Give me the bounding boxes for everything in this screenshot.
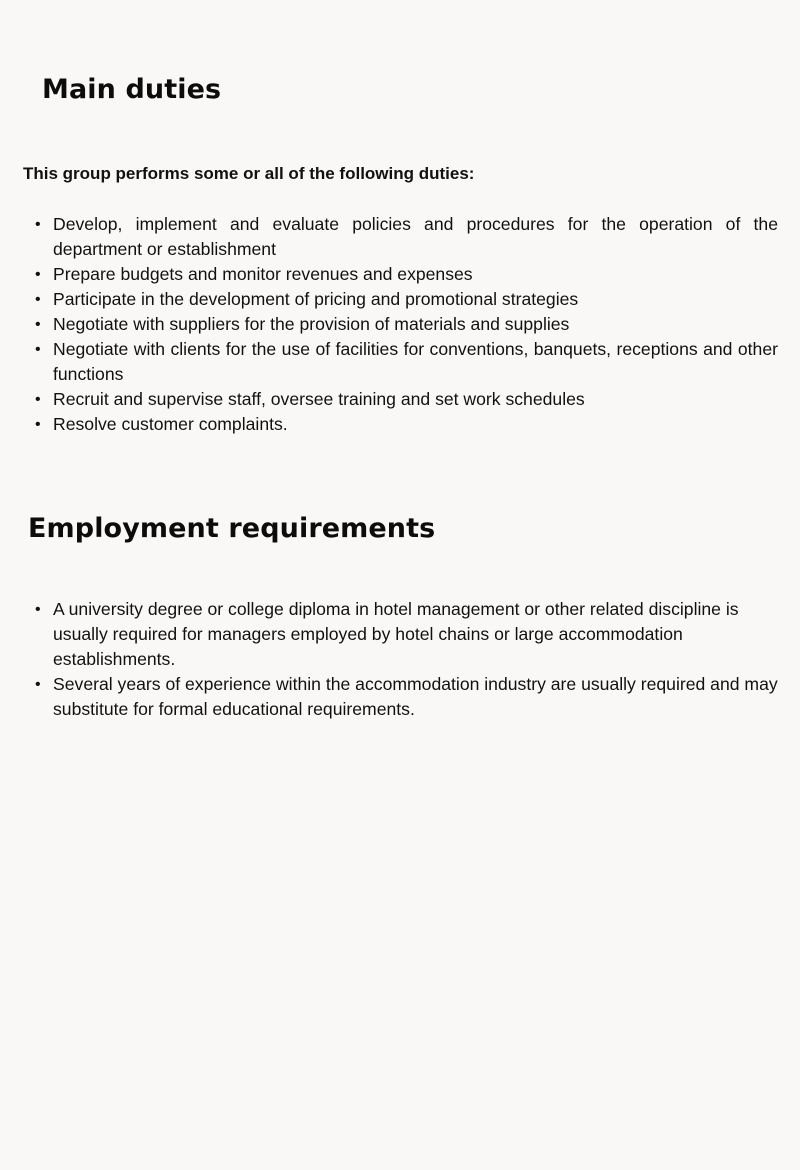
list-item-text: Several years of experience within the accommodation industry are usually required and may substitute for formal educational requirements.: [53, 674, 778, 719]
bullet-icon: •: [35, 291, 41, 308]
list-item: [35, 262, 778, 287]
list-item-text: A university degree or college diploma in hotel management or other related discipline is usually required for managers employed by hotel chains or large accommodation establishments.: [53, 599, 739, 669]
list-item: [35, 287, 778, 312]
bullet-icon: •: [35, 266, 41, 283]
list-item-text: Negotiate with clients for the use of facilities for conventions, banquets, receptions and other functions: [53, 339, 778, 384]
bullet-icon: •: [35, 601, 41, 618]
employment-requirements-heading: Employment requirements: [28, 513, 436, 544]
list-item-text: Develop, implement and evaluate policies and procedures for the operation of the department or establishment: [53, 214, 778, 259]
list-item-text: Participate in the development of pricing and promotional strategies: [53, 289, 579, 309]
list-item-text: Negotiate with suppliers for the provision of materials and supplies: [53, 314, 570, 334]
bullet-icon: •: [35, 391, 41, 408]
list-item: [35, 212, 778, 262]
list-item: [35, 312, 778, 337]
bullet-icon: •: [35, 416, 41, 433]
duties-intro-text: This group performs some or all of the following duties:: [23, 164, 475, 183]
main-duties-heading: Main duties: [42, 74, 222, 105]
list-item-text: Recruit and supervise staff, oversee training and set work schedules: [53, 389, 585, 409]
bullet-icon: •: [35, 676, 41, 693]
list-item-text: Resolve customer complaints.: [53, 414, 288, 434]
list-item: [35, 387, 778, 412]
bullet-icon: •: [35, 216, 41, 233]
bullet-icon: •: [35, 316, 41, 333]
bullet-icon: •: [35, 341, 41, 358]
list-item: [35, 672, 788, 722]
duties-list: [23, 212, 778, 437]
list-item-text: Prepare budgets and monitor revenues and expenses: [53, 264, 473, 284]
list-item: [35, 412, 778, 437]
employment-requirements-list: [23, 597, 788, 722]
list-item: [35, 597, 788, 672]
list-item: [35, 337, 778, 387]
